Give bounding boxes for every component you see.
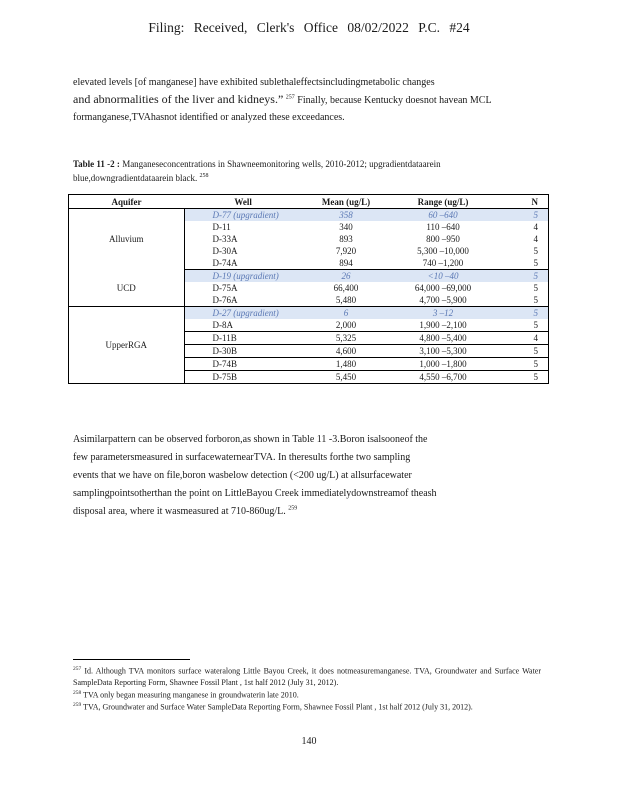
well-cell: D-11B [184,332,302,345]
n-cell: 4 [533,234,538,244]
page-number: 140 [301,736,317,747]
n-cell: 5 [496,319,548,332]
para1-line2 [73,91,541,109]
footnote-259 [73,700,541,713]
footnote-text: TVA only began measuring manganese in groundwaterin late 2010. [83,690,299,700]
well-cell: D-74A [184,257,302,270]
footnote-ref-259[interactable]: 259 [288,505,298,512]
footnote-257 [73,664,541,688]
n-cell: 5 [533,283,538,293]
manganese-table [68,194,549,384]
table-row [69,307,549,320]
table-caption-label: Table 11 -2 : [73,159,120,169]
mean-cell: 1,480 [302,358,389,371]
footnote-text: Id. Although TVA monitors surface wateralong Little Bayou Creek, it does notmeasuremanganese. TVA, Groundwater and Surface Water SampleData Reporting Form, Shawnee Fossil Plant , 1st half 2012 (July 31, 2012). [73,666,542,687]
mean-cell: 7,920 [335,246,357,256]
paragraph-manganese [73,74,541,126]
table-header-row [69,195,549,209]
footnote-ref-257[interactable]: 257 [285,94,295,101]
mean-cell: 6 [302,307,389,320]
n-cell: 5 [496,358,548,371]
mean-cell: 66,400 [333,283,359,293]
paragraph-boron [73,431,541,521]
mean-cell: 358 [302,209,389,222]
filing-header: Filing: Received, Clerk's Office 08/02/2022 P.C. #24 [148,20,470,35]
range-cell: 4,700 –5,900 [390,294,497,307]
aquifer-cell: UpperRGA [105,340,148,350]
mean-cell: 5,325 [302,332,389,345]
range-cell: 3 –12 [390,307,497,320]
n-cell: 5 [496,345,548,358]
table-caption-text: Manganeseconcentrations in Shawneemonitoring wells, 2010-2012; upgradientdataarein blue,downgradientdataarein black. [73,159,441,183]
footnote-text: TVA, Groundwater and Surface Water SampleData Reporting Form, Shawnee Fossil Plant , 1st half 2012 (July 31, 2012). [83,702,473,712]
mean-cell: 2,000 [302,319,389,332]
mean-cell: 340 [339,222,353,232]
range-cell: 4,800 –5,400 [390,332,497,345]
footnote-ref-258[interactable]: 258 [199,173,209,179]
mean-cell: 5,480 [302,294,389,307]
well-cell: D-77 (upgradient) [184,209,302,222]
n-cell: 5 [496,270,548,283]
well-cell: D-74B [184,358,302,371]
mean-cell: 894 [302,257,389,270]
para2-line4: samplingpointsotherthan the point on LittleBayou Creek immediatelydownstreamof theash [73,488,437,499]
aquifer-cell: UCD [69,270,185,307]
well-cell: D-8A [184,319,302,332]
footnote-number: 257 [73,666,82,672]
well-cell: D-19 (upgradient) [184,270,302,283]
table-row [69,270,549,283]
para2-line5-text: disposal area, where it wasmeasured at 710-860ug/L. [73,506,286,517]
n-cell: 5 [496,294,548,307]
well-cell: D-75B [184,371,302,384]
mean-cell: 5,450 [335,372,357,382]
well-cell: D-75A [184,282,302,294]
para1-line1: elevated levels [of manganese] have exhibited sublethaleffectsincludingmetabolic changes [73,77,435,88]
range-cell: 4,550 –6,700 [419,372,467,382]
range-cell: 3,100 –5,300 [390,345,497,358]
table-caption [73,158,541,184]
range-cell: 60 –640 [390,209,497,222]
header-well: Well [184,195,302,209]
footnote-divider [73,659,190,660]
table-row [69,209,549,222]
header-range: Range (ug/L) [390,195,497,209]
para1-line2-text: and abnormalities of the liver and kidneys.” [73,92,284,106]
para1-line2b-text: Finally, because Kentucky doesnot havean MCL [297,95,492,106]
aquifer-cell: Alluvium [109,234,144,245]
footnote-number: 258 [73,689,82,696]
header-n: N [496,195,548,209]
para1-line3: formanganese,TVAhasnot identified or analyzed these exceedances. [73,112,345,123]
range-cell: 740 –1,200 [390,257,497,270]
range-cell: <10 –40 [390,270,497,283]
well-cell: D-33A [184,233,302,245]
n-cell: 5 [496,307,548,320]
well-cell: D-11 [184,221,302,233]
para2-line5 [73,503,541,521]
para2-line2: few parametersmeasured in surfacewaternearTVA. In theresults forthe two sampling [73,452,411,463]
range-cell: 110 –640 [426,222,460,232]
n-cell: 5 [533,246,538,256]
header-mean: Mean (ug/L) [302,195,389,209]
well-cell: D-30B [184,345,302,358]
mean-cell: 893 [339,234,353,244]
footnotes [73,664,541,713]
well-cell: D-30A [184,245,302,257]
range-cell: 64,000 –69,000 [414,283,472,293]
n-cell: 4 [496,332,548,345]
range-cell: 1,000 –1,800 [390,358,497,371]
range-cell: 1,900 –2,100 [390,319,497,332]
n-cell: 5 [496,257,548,270]
mean-cell: 4,600 [302,345,389,358]
well-cell: D-27 (upgradient) [184,307,302,320]
n-cell: 4 [533,222,538,232]
n-cell: 5 [533,372,538,382]
para2-line3: events that we have on file,boron wasbelow detection (<200 ug/L) at allsurfacewater [73,470,412,481]
mean-cell: 26 [302,270,389,283]
header-aquifer: Aquifer [69,195,185,209]
footnote-number: 259 [73,702,82,709]
footnote-258 [73,688,541,701]
range-cell: 5,300 –10,000 [417,246,469,256]
n-cell: 5 [496,209,548,222]
well-cell: D-76A [184,294,302,307]
para2-line1: Asimilarpattern can be observed forboron,as shown in Table 11 -3.Boron isalsooneof the [73,434,428,445]
range-cell: 800 –950 [426,234,460,244]
